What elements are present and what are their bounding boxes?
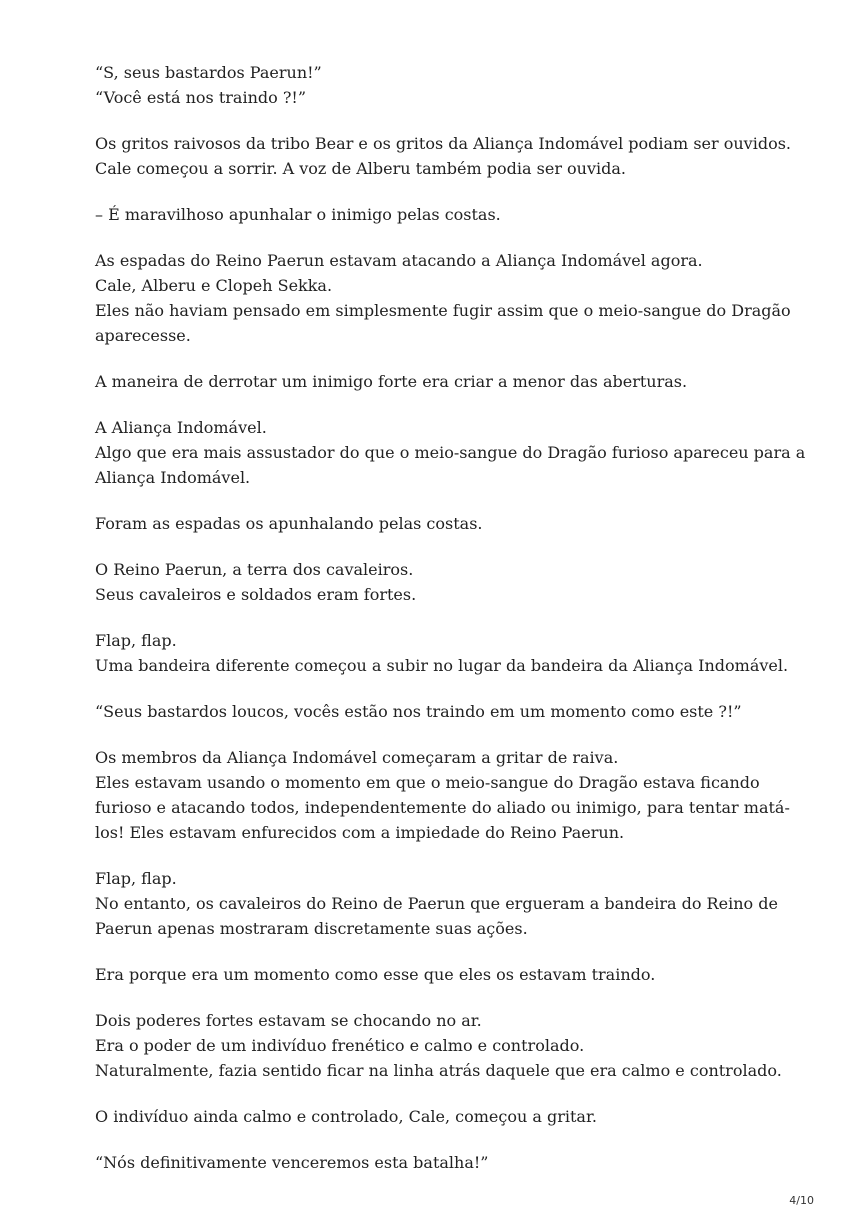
paragraph: [95, 415, 806, 490]
text-line: As espadas do Reino Paerun estavam atacando a Aliança Indomável agora.: [95, 251, 703, 270]
text-line: Seus cavaleiros e soldados eram fortes.: [95, 585, 417, 604]
text-line: “Seus bastardos loucos, vocês estão nos traindo em um momento como este ?!”: [95, 702, 742, 721]
text-line: Eles não haviam pensado em simplesmente fugir assim que o meio-sangue do Dragão: [95, 301, 791, 320]
text-line: Os membros da Aliança Indomável começaram a gritar de raiva.: [95, 748, 619, 767]
text-line: Cale, Alberu e Clopeh Sekka.: [95, 276, 333, 295]
paragraph: [95, 628, 795, 678]
paragraph: [95, 699, 795, 724]
text-line: Paerun apenas mostraram discretamente suas ações.: [95, 919, 528, 938]
text-line: furioso e atacando todos, independentemente do aliado ou inimigo, para tentar matá-: [95, 798, 790, 817]
text-line: Algo que era mais assustador do que o meio-sangue do Dragão furioso apareceu para a: [95, 443, 806, 462]
paragraph: [95, 60, 795, 110]
paragraph: [95, 369, 795, 394]
text-line: – É maravilhoso apunhalar o inimigo pelas costas.: [95, 205, 501, 224]
text-line: Eles estavam usando o momento em que o meio-sangue do Dragão estava ficando: [95, 773, 760, 792]
text-line: Foram as espadas os apunhalando pelas costas.: [95, 514, 483, 533]
text-line: “Nós definitivamente venceremos esta batalha!”: [95, 1153, 489, 1172]
text-line: Naturalmente, fazia sentido ficar na linha atrás daquele que era calmo e controlado.: [95, 1061, 782, 1080]
text-line: Era o poder de um indivíduo frenético e calmo e controlado.: [95, 1036, 585, 1055]
paragraph: [95, 1150, 795, 1175]
text-line: Aliança Indomável.: [95, 468, 251, 487]
text-line: Era porque era um momento como esse que eles os estavam traindo.: [95, 965, 656, 984]
paragraph: [95, 745, 795, 845]
text-line: A Aliança Indomável.: [95, 418, 267, 437]
text-line: Cale começou a sorrir. A voz de Alberu também podia ser ouvida.: [95, 159, 627, 178]
paragraph: [95, 248, 795, 348]
paragraph: [95, 866, 795, 941]
text-line: Dois poderes fortes estavam se chocando no ar.: [95, 1011, 482, 1030]
text-line: O indivíduo ainda calmo e controlado, Cale, começou a gritar.: [95, 1107, 597, 1126]
text-line: O Reino Paerun, a terra dos cavaleiros.: [95, 560, 414, 579]
text-line: Flap, flap.: [95, 631, 177, 650]
paragraph: [95, 557, 795, 607]
paragraph: [95, 202, 795, 227]
text-line: aparecesse.: [95, 326, 191, 345]
paragraph: [95, 1008, 795, 1083]
text-line: “S, seus bastardos Paerun!”: [95, 63, 322, 82]
paragraph: [95, 511, 795, 536]
text-line: Os gritos raivosos da tribo Bear e os gritos da Aliança Indomável podiam ser ouvidos.: [95, 134, 791, 153]
text-line: No entanto, os cavaleiros do Reino de Paerun que ergueram a bandeira do Reino de: [95, 894, 778, 913]
text-line: A maneira de derrotar um inimigo forte era criar a menor das aberturas.: [95, 372, 688, 391]
text-line: Flap, flap.: [95, 869, 177, 888]
paragraph: [95, 962, 795, 987]
text-line: Uma bandeira diferente começou a subir no lugar da bandeira da Aliança Indomável.: [95, 656, 789, 675]
text-line: los! Eles estavam enfurecidos com a impiedade do Reino Paerun.: [95, 823, 625, 842]
page-number: 4/10: [789, 1194, 814, 1207]
document-body: [95, 60, 806, 1196]
text-line: “Você está nos traindo ?!”: [95, 88, 307, 107]
paragraph: [95, 131, 795, 181]
paragraph: [95, 1104, 795, 1129]
